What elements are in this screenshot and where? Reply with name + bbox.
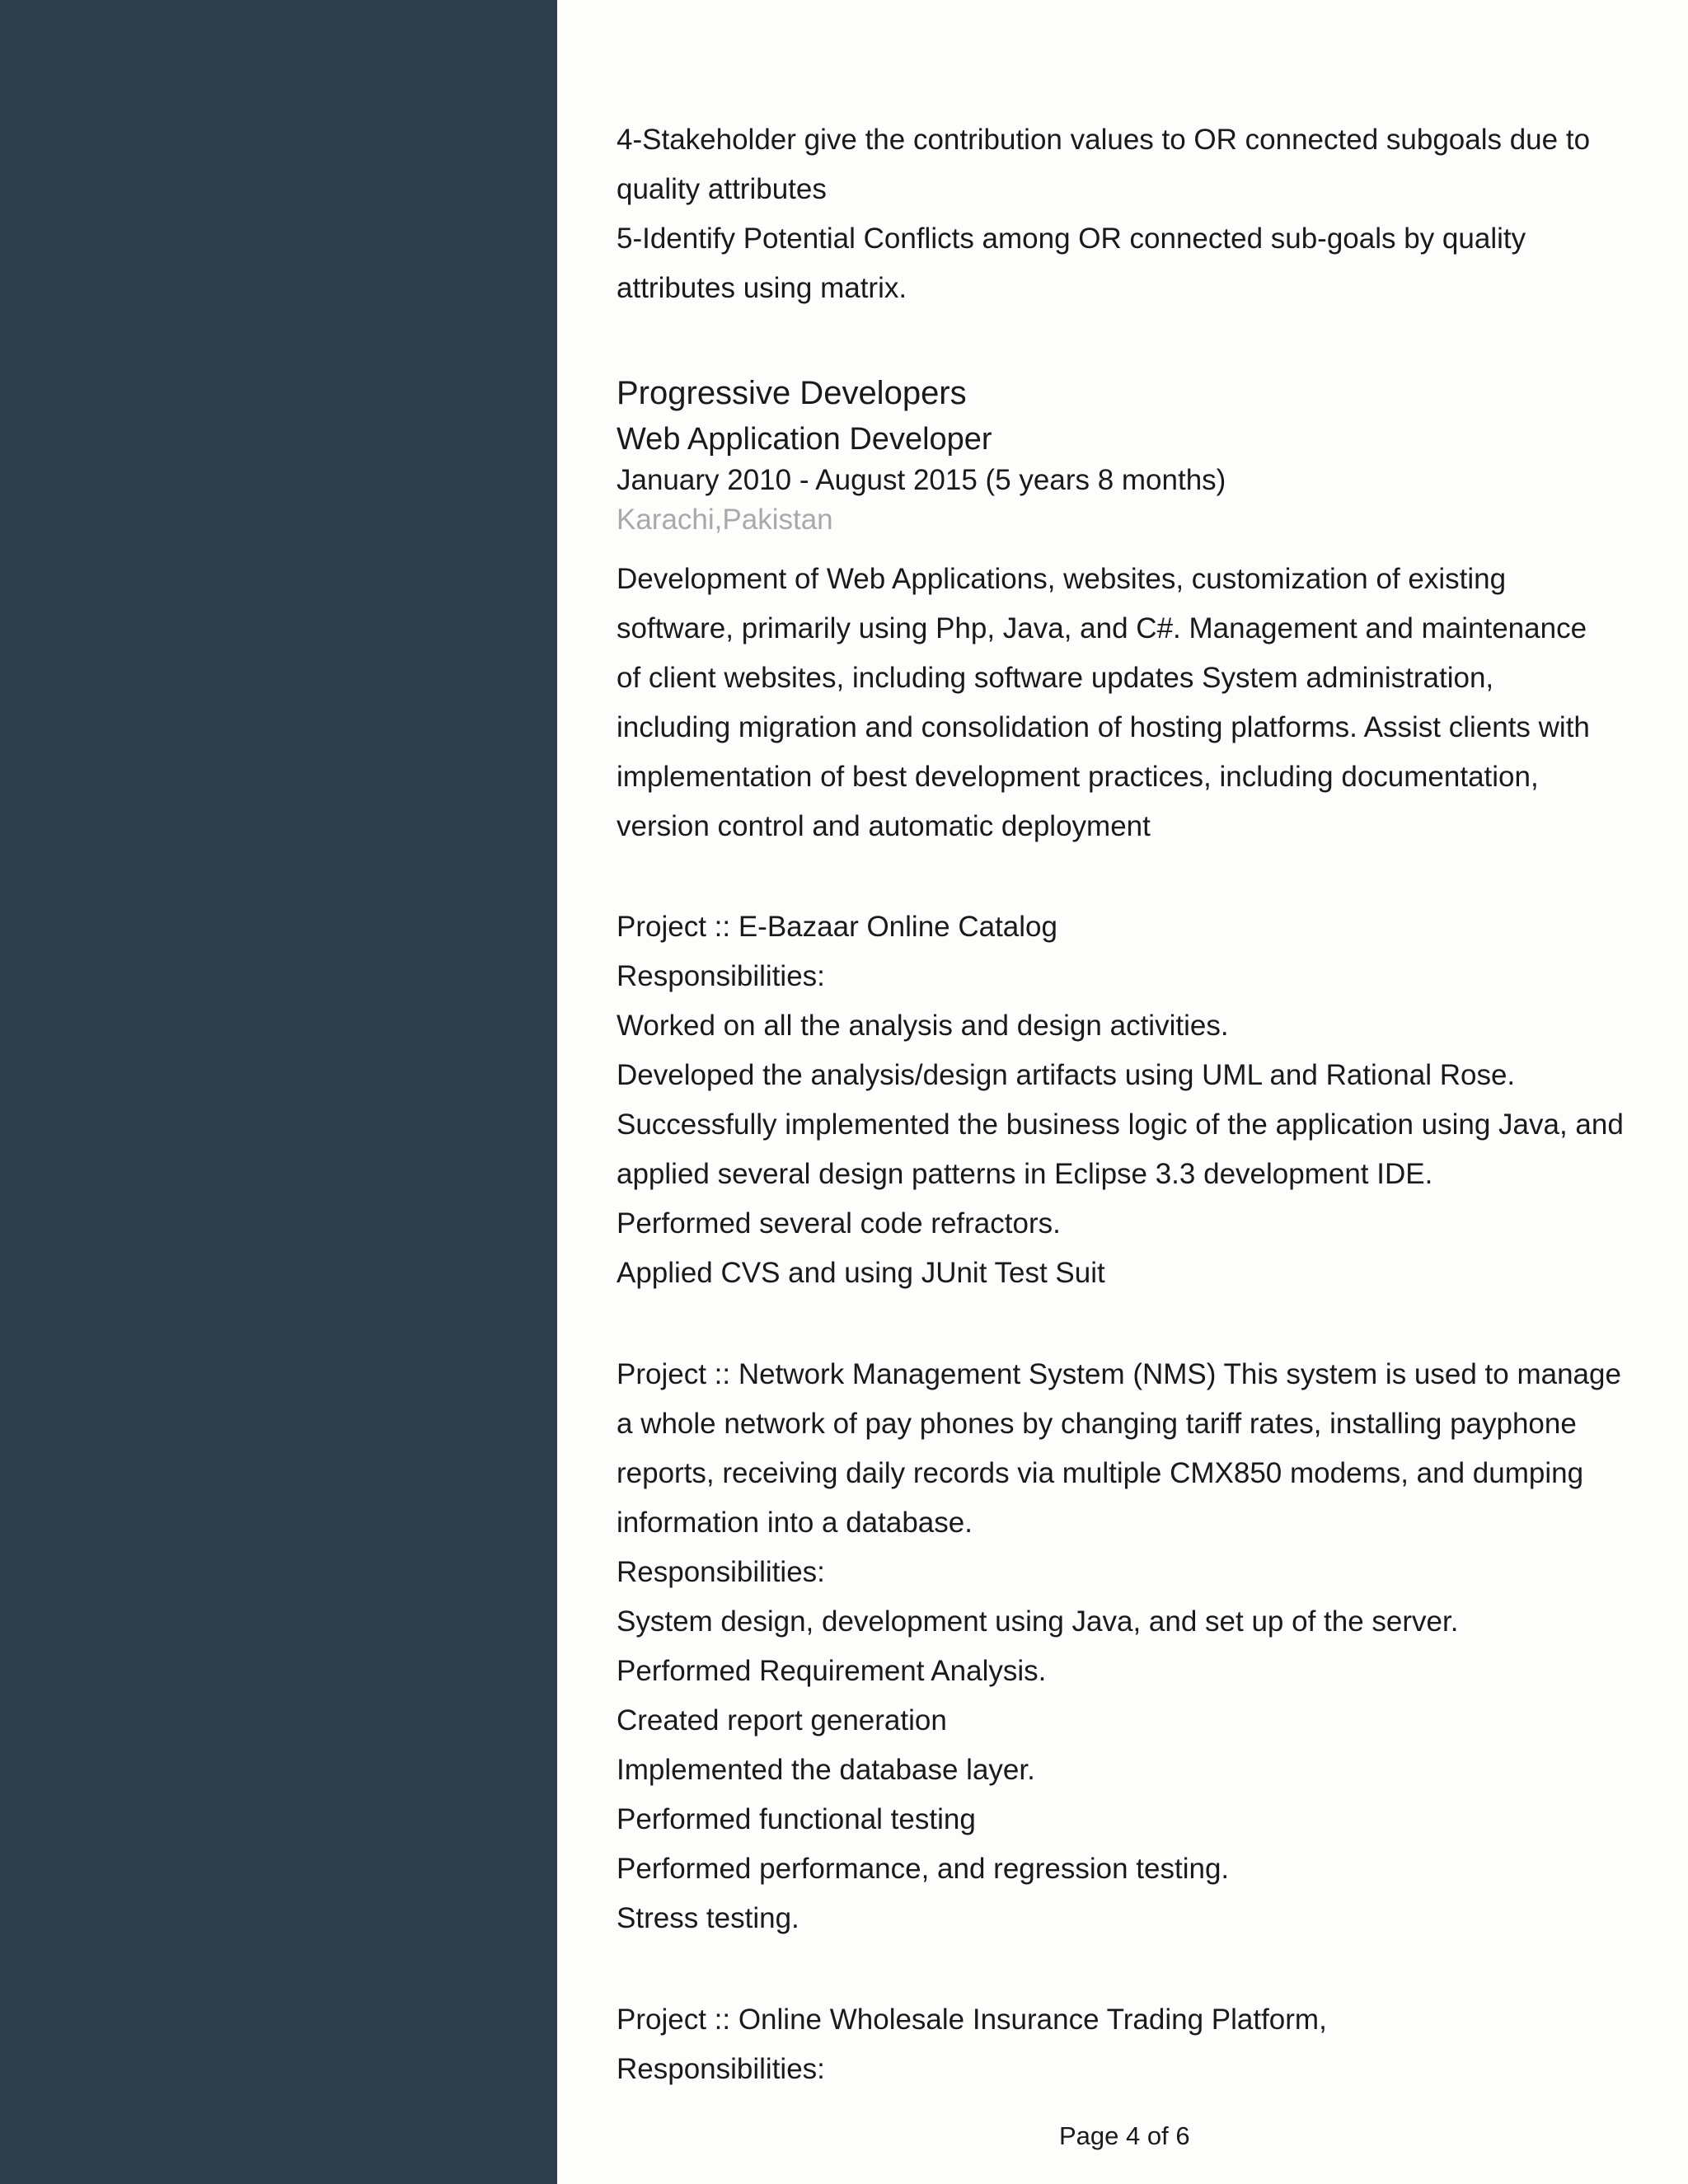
job-title: Web Application Developer — [617, 422, 992, 457]
text-line: implementation of best development practices, including documentation, — [617, 761, 1539, 793]
text-line: Successfully implemented the business logic of the application using Java, and — [617, 1108, 1624, 1141]
text-line: Stress testing. — [617, 1902, 799, 1934]
text-line: Performed performance, and regression testing. — [617, 1853, 1230, 1885]
company-name: Progressive Developers — [617, 375, 967, 411]
text-line: Project :: Network Management System (NMS) This system is used to manage — [617, 1358, 1621, 1390]
text-line: Responsibilities: — [617, 960, 825, 992]
job-dates: January 2010 - August 2015 (5 years 8 months) — [617, 464, 1226, 496]
text-line: version control and automatic deployment — [617, 810, 1151, 842]
text-line: Project :: Online Wholesale Insurance Trading Platform, — [617, 2004, 1327, 2036]
text-line: Worked on all the analysis and design activities. — [617, 1010, 1229, 1042]
sidebar-panel — [0, 0, 557, 2184]
text-line: quality attributes — [617, 173, 827, 205]
text-line: Applied CVS and using JUnit Test Suit — [617, 1257, 1105, 1289]
text-line: System design, development using Java, and set up of the server. — [617, 1605, 1459, 1638]
project-ebazaar — [617, 902, 1639, 1298]
text-line: Performed several code refractors. — [617, 1207, 1061, 1240]
text-line: 5-Identify Potential Conflicts among OR connected sub-goals by quality — [617, 223, 1526, 255]
text-line: reports, receiving daily records via multiple CMX850 modems, and dumping — [617, 1457, 1584, 1489]
text-line: Responsibilities: — [617, 1556, 825, 1588]
text-line: a whole network of pay phones by changing tariff rates, installing payphone — [617, 1408, 1577, 1440]
text-line: Project :: E-Bazaar Online Catalog — [617, 911, 1057, 943]
text-line: Developed the analysis/design artifacts using UML and Rational Rose. — [617, 1059, 1516, 1091]
text-line: Created report generation — [617, 1704, 947, 1736]
project-insurance — [617, 1995, 1639, 2094]
text-line: software, primarily using Php, Java, and C#. Management and maintenance — [617, 612, 1587, 644]
text-line: of client websites, including software updates System administration, — [617, 662, 1494, 694]
text-line: applied several design patterns in Eclipse 3.3 development IDE. — [617, 1158, 1433, 1190]
text-line: Performed Requirement Analysis. — [617, 1655, 1047, 1687]
text-line: attributes using matrix. — [617, 272, 907, 304]
text-line: Development of Web Applications, websites, customization of existing — [617, 563, 1507, 595]
text-line: 4-Stakeholder give the contribution values to OR connected subgoals due to — [617, 124, 1591, 156]
job-description — [617, 555, 1639, 851]
project-nms — [617, 1350, 1639, 1943]
text-line: including migration and consolidation of hosting platforms. Assist clients with — [617, 711, 1590, 743]
text-line: Responsibilities: — [617, 2053, 825, 2085]
job-location: Karachi,Pakistan — [617, 504, 833, 536]
text-line: Performed functional testing — [617, 1803, 976, 1835]
text-line: Implemented the database layer. — [617, 1754, 1035, 1786]
text-line: information into a database. — [617, 1507, 973, 1539]
intro-paragraph — [617, 115, 1639, 313]
page-number: Page 4 of 6 — [1059, 2121, 1190, 2150]
